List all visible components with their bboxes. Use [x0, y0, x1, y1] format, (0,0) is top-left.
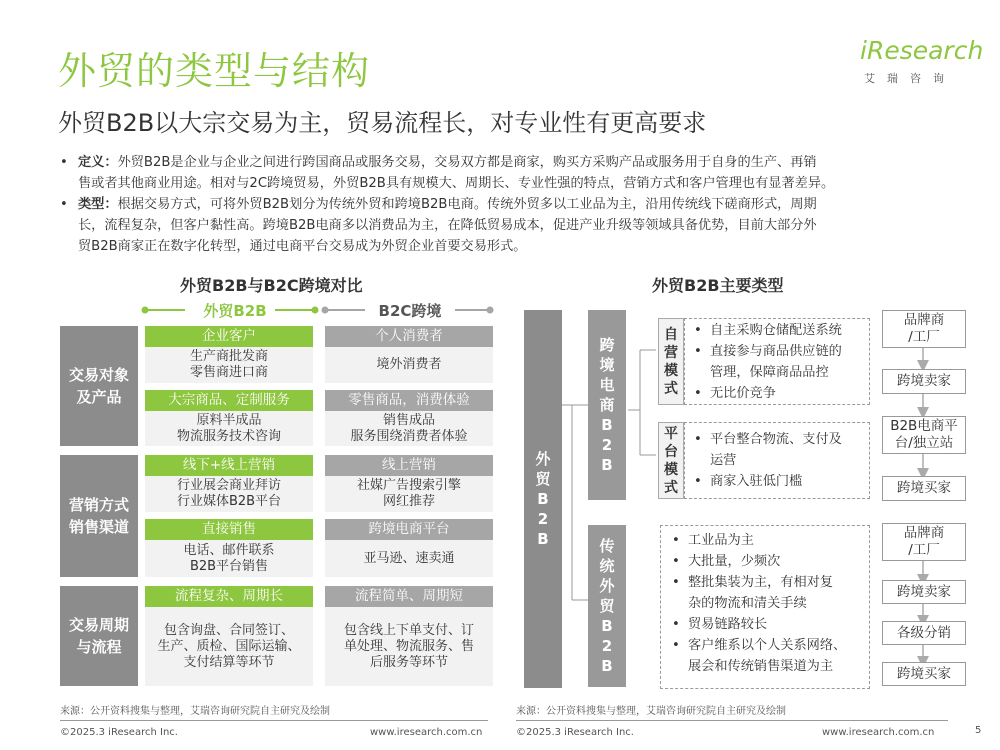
list-item: • 平台整合物流、支付及 — [694, 432, 842, 447]
b2c-cell — [325, 326, 493, 383]
b2b-cell — [145, 390, 313, 446]
list-item: • 自主采购仓储配送系统 — [694, 323, 842, 338]
row-head-marketing: 营销方式 销售渠道 — [60, 455, 138, 577]
left-source: 来源：公开资料搜集与整理，艾瑞咨询研究院自主研究及绘制 — [60, 706, 330, 717]
list-item: • 大批量，少频次 — [672, 554, 781, 569]
list-item: 管理，保障商品品控 — [710, 365, 829, 380]
list-item: • 客户维系以个人关系网络、 — [672, 638, 847, 653]
right-section-title: 外贸B2B主要类型 — [652, 276, 784, 295]
b2c-cell-body: 社媒广告搜索引擎 网红推荐 — [325, 476, 493, 512]
bullet-definition: • 定义：外贸B2B是企业与企业之间进行跨国商品或服务交易，交易双方都是商家，购买方采购产品或服务用于自身的生产、再销 售或者其他商业用途。相对与2C跨境贸易，外贸B2B具有规模大、周期长、专业性强的特点，营销方式和客户管理也有显著差异。 — [60, 155, 835, 191]
b2c-cell-body: 包含线上下单支付、订 单处理、物流服务、售 后服务等环节 — [325, 607, 493, 686]
flow2-cross-seller: 跨境卖家 — [882, 580, 966, 604]
b2b-cell-header: 流程复杂、周期长 — [145, 586, 313, 607]
flow1-ecommerce-platform: B2B电商平 台/独立站 — [882, 416, 966, 454]
b2c-cell-body: 亚马逊、速卖通 — [325, 540, 493, 577]
list-item: 展会和传统销售渠道为主 — [688, 659, 834, 674]
self-operated-mode-label: 自 营 模 式 — [658, 318, 684, 405]
b2c-cell-header: 个人消费者 — [325, 326, 493, 347]
page-title: 外贸的类型与结构 — [58, 49, 371, 93]
b2b-cell-body: 原料半成品 物流服务技术咨询 — [145, 411, 313, 446]
list-item: • 整批集装为主，有相对复 — [672, 575, 834, 590]
flow2-brand-factory: 品牌商 /工厂 — [882, 523, 966, 561]
flow2-distribution: 各级分销 — [882, 621, 966, 645]
main-b2b-bar: 外 贸 B 2 B — [524, 310, 562, 688]
b2b-cell-body: 行业展会商业拜访 行业媒体B2B平台 — [145, 476, 313, 512]
right-copyright: ©2025.3 iResearch Inc. — [516, 727, 634, 738]
b2c-cell — [325, 519, 493, 577]
bullet-text: 长，流程复杂，但客户黏性高。跨境B2B电商多以消费品为主，在降低贸易成本，促进产业升级等领域具备优势，目前大部分外 — [78, 218, 817, 233]
bullet-text: 外贸B2B是企业与企业之间进行跨国商品或服务交易，交易双方都是商家，购买方采购产品或服务用于自身的生产、再销 — [117, 155, 817, 170]
list-item: • 工业品为主 — [672, 533, 754, 548]
right-footer-divider — [516, 720, 948, 721]
b2b-cell-body: 生产商批发商 零售商进口商 — [145, 347, 313, 383]
b2b-cell — [145, 519, 313, 577]
bullet-text: 根据交易方式，可将外贸B2B划分为传统外贸和跨境B2B电商。传统外贸多以工业品为主，沿用传统线下磋商形式，周期 — [117, 197, 817, 212]
b2c-cell-header: 线上营销 — [325, 455, 493, 476]
bullet-type: • 类型：根据交易方式，可将外贸B2B划分为传统外贸和跨境B2B电商。传统外贸多以工业品为主，沿用传统线下磋商形式，周期 长，流程复杂，但客户黏性高。跨境B2B电商多以消费品为主，在降低贸易成本，促进产业升级等领域具备优势，目前大部分外 贸B2B商家正在数字化转型，通过电商平台交易成为外贸企业首要交易形式。 — [60, 197, 817, 254]
page-subtitle: 外贸B2B以大宗交易为主，贸易流程长，对专业性有更高要求 — [58, 109, 707, 137]
bullet-text: 售或者其他商业用途。相对与2C跨境贸易，外贸B2B具有规模大、周期长、专业性强的特点，营销方式和客户管理也有显著差异。 — [78, 176, 835, 191]
list-item: 杂的物流和清关手续 — [688, 596, 807, 611]
left-site-link[interactable]: www.iresearch.com.cn — [370, 727, 483, 738]
list-item: • 商家入驻低门槛 — [694, 474, 803, 489]
b2b-cell-body: 电话、邮件联系 B2B平台销售 — [145, 540, 313, 577]
b2c-cell-header: 跨境电商平台 — [325, 519, 493, 540]
bullet-label: 定义： — [78, 155, 118, 170]
b2b-cell-body: 包含询盘、合同签订、 生产、质检、国际运输、 支付结算等环节 — [145, 607, 313, 686]
right-source: 来源：公开资料搜集与整理，艾瑞咨询研究院自主研究及绘制 — [516, 706, 786, 717]
b2b-cell-header: 企业客户 — [145, 326, 313, 347]
b2c-cell-body: 境外消费者 — [325, 347, 493, 383]
traditional-list — [668, 530, 868, 677]
b2b-cell-header: 直接销售 — [145, 519, 313, 540]
flow2-cross-buyer: 跨境买家 — [882, 662, 966, 686]
left-section-title: 外贸B2B与B2C跨境对比 — [180, 276, 363, 295]
left-copyright: ©2025.3 iResearch Inc. — [60, 727, 178, 738]
iresearch-logo-cn: 艾瑞咨询 — [864, 72, 956, 85]
bullet-label: 类型： — [78, 197, 118, 212]
col-header-b2b: 外贸B2B — [203, 302, 267, 320]
list-item: • 直接参与商品供应链的 — [694, 344, 842, 359]
iresearch-logo: iResearch — [860, 36, 984, 65]
b2b-cell-header: 线下+线上营销 — [145, 455, 313, 476]
b2b-cell-header: 大宗商品、定制服务 — [145, 390, 313, 411]
b2b-cell — [145, 326, 313, 383]
self-mode-list — [690, 320, 870, 404]
flow1-cross-seller: 跨境卖家 — [882, 369, 966, 394]
traditional-b2b-bar: 传 统 外 贸 B 2 B — [588, 525, 626, 687]
flow1-brand-factory: 品牌商 /工厂 — [882, 310, 966, 348]
b2c-cell — [325, 455, 493, 512]
row-head-objects: 交易对象 及产品 — [60, 326, 138, 446]
col-header-b2c: B2C跨境 — [378, 302, 442, 320]
b2b-cell — [145, 586, 313, 686]
platform-mode-label: 平 台 模 式 — [658, 422, 684, 499]
list-item: • 无比价竞争 — [694, 386, 776, 401]
b2c-cell-body: 销售成品 服务围绕消费者体验 — [325, 411, 493, 446]
b2b-cell — [145, 455, 313, 512]
b2c-cell-header: 流程简单、周期短 — [325, 586, 493, 607]
platform-mode-list — [690, 429, 870, 492]
list-item: • 贸易链路较长 — [672, 617, 768, 632]
cross-border-b2b-bar: 跨 境 电 商 B 2 B — [588, 310, 626, 500]
b2c-cell — [325, 390, 493, 446]
left-footer-divider — [60, 720, 488, 721]
bullet-list — [60, 152, 952, 257]
b2c-cell-header: 零售商品，消费体验 — [325, 390, 493, 411]
flow1-cross-buyer: 跨境买家 — [882, 476, 966, 501]
b2c-cell — [325, 586, 493, 686]
bullet-text: 贸B2B商家正在数字化转型，通过电商平台交易成为外贸企业首要交易形式。 — [78, 239, 527, 254]
list-item: 运营 — [710, 453, 737, 468]
page-number: 5 — [975, 725, 982, 736]
right-site-link[interactable]: www.iresearch.com.cn — [822, 727, 935, 738]
row-head-cycle: 交易周期 与流程 — [60, 586, 138, 686]
